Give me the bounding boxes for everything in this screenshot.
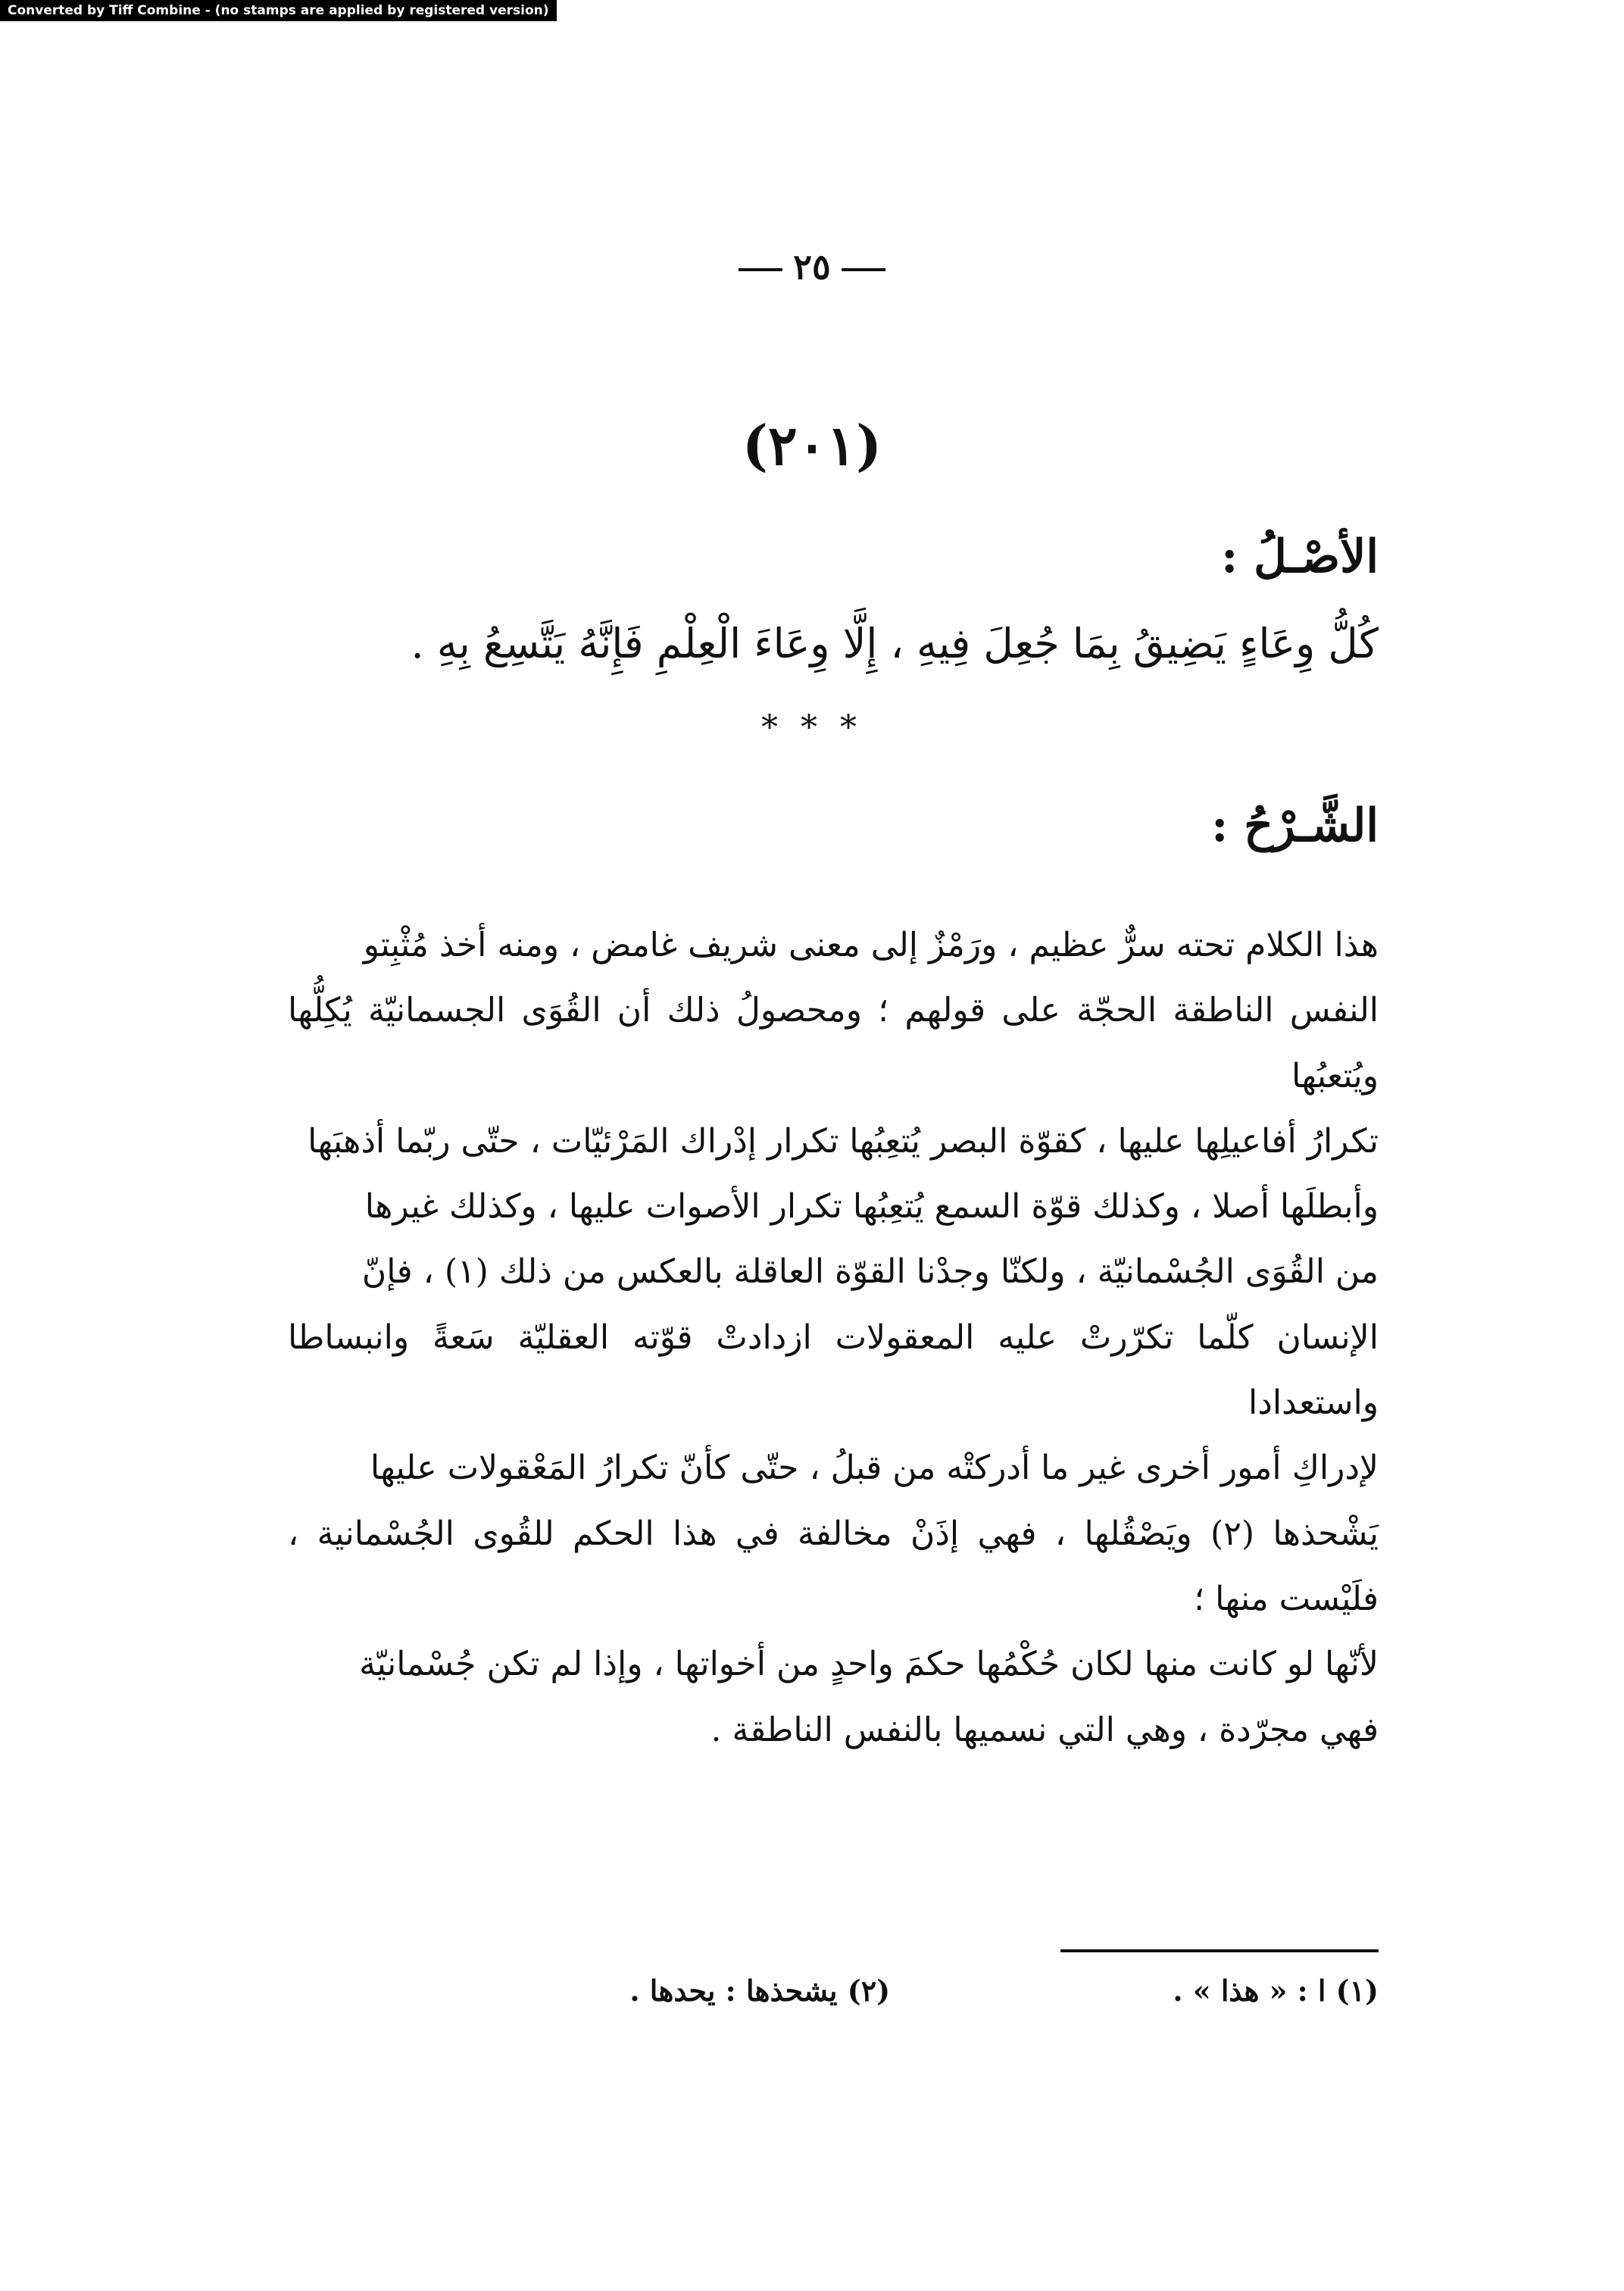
sharh-line: تكرارُ أفاعيلِها عليها ، كقوّة البصر يُتعِبُها تكرار إدْراك المَرْئيّات ، حتّى ربّما أذهبَها [308,1121,1379,1161]
sharh-line: يَشْحذها (٢) ويَصْقُلها ، فهي إذَنْ مخالفة في هذا الحكم للقُوى الجُسْمانية ، فلَيْست منها ؛ [288,1514,1379,1618]
sharh-line: لأنّها لو كانت منها لكان حُكْمُها حكمَ واحدٍ من أخواتها ، وإذا لم تكن جُسْمانيّة [359,1645,1379,1684]
sharh-line: الإنسان كلّما تكرّرتْ عليه المعقولات ازدادتْ قوّته العقليّة سَعةً وانبساطا واستعدادا [288,1317,1379,1423]
page-number-text: ٢٥ [793,246,831,287]
sharh-line: لإدراكِ أمور أخرى غير ما أدركتْه من قبلُ ، حتّى كأنّ تكرارُ المَعْقولات عليها [370,1449,1379,1488]
sharh-body [288,913,1379,1763]
page-number-dash-right [842,268,885,271]
sharh-line: وأبطلَها أصلا ، وكذلك قوّة السمع يُتعِبُها تكرار الأصوات عليها ، وكذلك غيرها [364,1187,1379,1227]
converter-watermark: Converted by Tiff Combine - (no stamps are applied by registered version) [0,0,557,21]
page-number [0,246,1624,287]
asl-text: كُلُّ وِعَاءٍ يَضِيقُ بِمَا جُعِلَ فِيهِ ، إِلَّا وِعَاءَ الْعِلْمِ فَإِنَّهُ يَتَّسِعُ بِهِ . [411,620,1379,667]
sharh-line: النفس الناطقة الحجّة على قولهم ؛ ومحصولُ ذلك أن القُوَى الجسمانيّة يُكِلُّها ويُتعبُها [288,991,1379,1095]
asl-heading: الأصْـلُ : [1221,530,1379,583]
sharh-line: من القُوَى الجُسْمانيّة ، ولكنّا وجدْنا القوّة العاقلة بالعكس من ذلك (١) ، فإنّ [361,1252,1379,1292]
page-number-dash-left [739,268,782,271]
sharh-heading: الشَّـرْحُ : [1211,799,1379,852]
section-separator: * * * [761,708,863,747]
footnote-divider [1060,1949,1379,1952]
footnotes [288,1974,1379,2008]
section-number: (٢٠١) [742,413,882,477]
sharh-line: هذا الكلام تحته سرٌّ عظيم ، ورَمْزٌ إلى معنى شريف غامض ، ومنه أخذ مُثْبِتو [363,926,1379,964]
footnote-1: (١) ا : « هذا » . [1173,1974,1379,2008]
footnote-2: (٢) يشحذها : يحدها . [629,1974,891,2008]
sharh-line: فهي مجرّدة ، وهي التي نسميها بالنفس الناطقة . [710,1710,1379,1749]
